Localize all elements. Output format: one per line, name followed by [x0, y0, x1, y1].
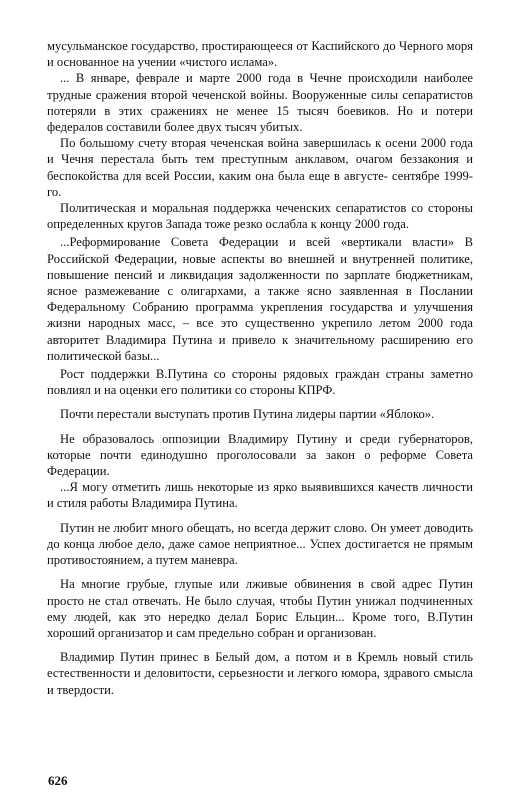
paragraph-9: ...Я могу отметить лишь некоторые из ярко выявившихся качеств личности и стиля работы Владимира Путина. [47, 480, 473, 511]
paragraph-10: Путин не любит много обещать, но всегда держит слово. Он умеет доводить до конца любое дело, даже самое неприятное... Успех достигается не прямым противостоянием, а путем маневра. [47, 520, 473, 568]
paragraph-11: На многие грубые, глупые или лживые обвинения в свой адрес Путин просто не стал отвечать. Не было случая, чтобы Путин унижал подчиненных ему людей, как это нередко делал Борис Ельцин... Кроме того, В.Путин хороший организатор и сам предельно собран и организован. [47, 577, 473, 640]
paragraph-1: мусульманское государство, простирающееся от Каспийского до Черного моря и основанное на учении «чистого ислама». [47, 39, 473, 70]
paragraph-5: ...Реформирование Совета Федерации и всей «вертикали власти» В Российской Федерации, новые аспекты во внешней и внутренней политике, повышение пенсий и ликвидация задолженности по зарплате бюджетникам, ясное размежевание с олигархами, а также ясно заявленная в Послании Федеральному Собранию программа укрепления государства и улучшения жизни народных масс, – все это существенно укрепило летом 2000 года авторитет Владимира Путина и привело к значительному расширению его политической базы... [47, 235, 473, 363]
page-body [47, 38, 473, 698]
paragraph-3: По большому счету вторая чеченская война завершилась к осени 2000 года и Чечня перестала быть тем преступным анклавом, очагом беззакония и беспокойства для всей России, каким она была еще в августе- сентябре 1999-го. [47, 136, 473, 199]
paragraph-7: Почти перестали выступать против Путина лидеры партии «Яблоко». [60, 407, 435, 422]
paragraph-12: Владимир Путин принес в Белый дом, а потом и в Кремль новый стиль естественности и деловитости, серьезности и легкого юмора, здравого смысла и твердости. [47, 650, 473, 697]
page-number: 626 [48, 773, 68, 788]
paragraph-6: Рост поддержки В.Путина со стороны рядовых граждан страны заметно повлиял и на оценки его политики со стороны КПРФ. [47, 367, 473, 398]
paragraph-8: Не образовалось оппозиции Владимиру Путину и среди губернаторов, которые почти единодушно проголосовали за закон о реформе Совета Федерации. [47, 431, 473, 479]
paragraph-4: Политическая и моральная поддержка чеченских сепаратистов со стороны определенных кругов Запада тоже резко ослабла к концу 2000 года. [47, 201, 473, 232]
paragraph-2: ... В январе, феврале и марте 2000 года в Чечне происходили наиболее трудные сражения второй чеченской войны. Вооруженные силы сепаратистов потеряли в этих сражениях не менее 15 тысяч боевиков. Но и потери федералов составили более двух тысяч убитых. [47, 71, 473, 135]
